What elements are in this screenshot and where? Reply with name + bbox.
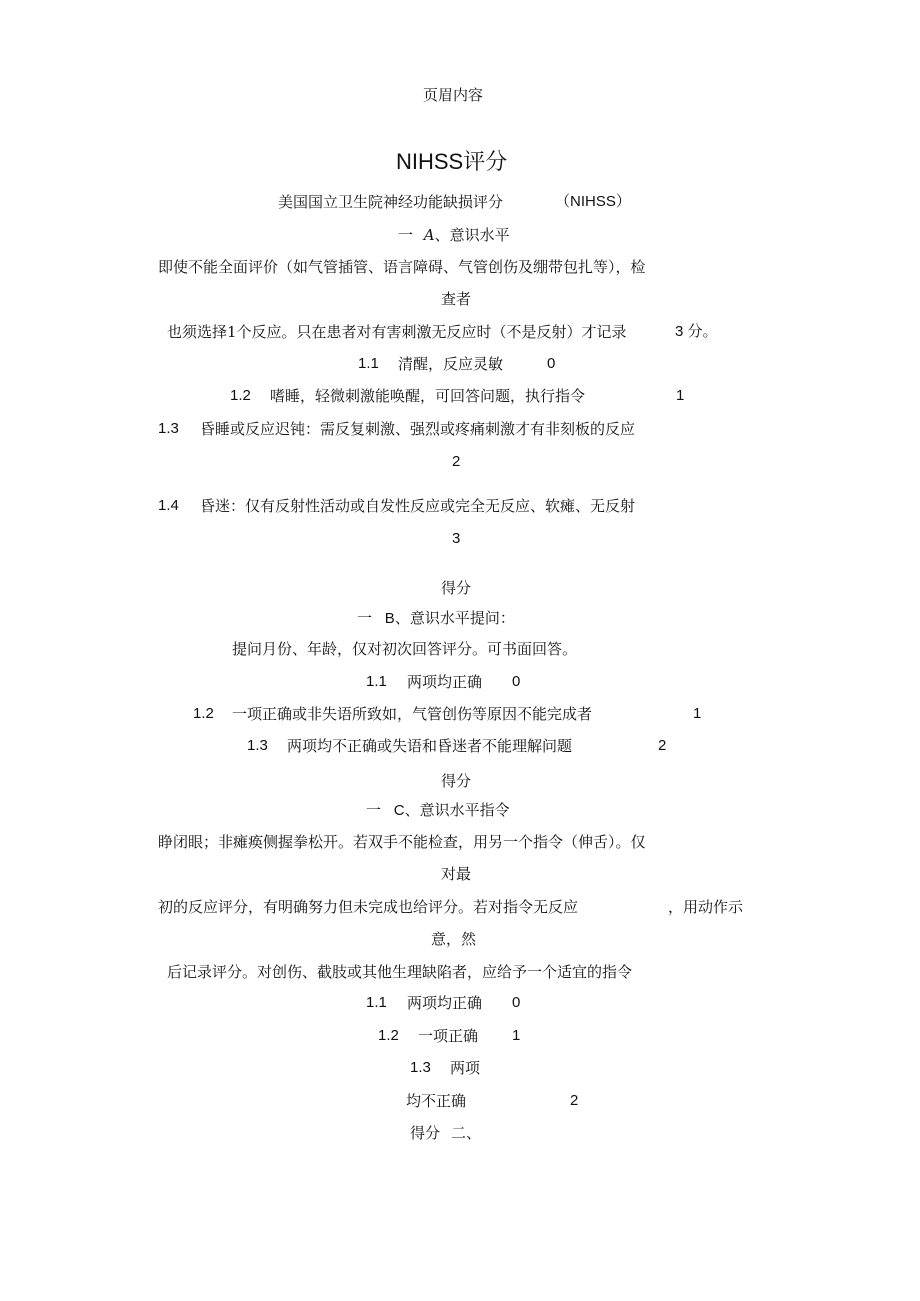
section-b-score-label: 得分 <box>441 772 472 790</box>
subtitle-abbr: （NIHSS） <box>555 193 631 210</box>
page-header: 页眉内容 <box>423 86 484 104</box>
section-c-score-label: 得分 <box>410 1124 441 1142</box>
section-c-intro-3: 后记录评分。对创伤、截肢或其他生理缺陷者，应给予一个适宜的指令 <box>167 963 633 981</box>
a-item-1-num: 1.1 <box>358 355 379 372</box>
section-a-intro-2b: 3 分。 <box>675 323 718 340</box>
section-a-score-label: 得分 <box>441 579 472 597</box>
heading-prefix: 一 <box>357 609 373 627</box>
heading-letter: B <box>384 610 395 627</box>
section-a-intro-1: 即使不能全面评价（如气管插管、语言障碍、气管创伤及绷带包扎等），检 <box>158 258 646 276</box>
c-item-3-num: 1.3 <box>410 1059 431 1076</box>
c-item-2-num: 1.2 <box>378 1027 399 1044</box>
a-item-4-text: 昏迷：仅有反射性活动或自发性反应或完全无反应、软瘫、无反射 <box>200 497 636 515</box>
b-item-2-score: 1 <box>693 705 702 722</box>
section-c-intro-2c: 意，然 <box>431 930 477 948</box>
b-item-3-num: 1.3 <box>247 737 268 754</box>
b-item-3-score: 2 <box>658 737 667 754</box>
c-item-3-score: 2 <box>570 1092 579 1109</box>
heading-text: 、意识水平 <box>434 226 510 244</box>
subtitle: 美国国立卫生院神经功能缺损评分 <box>278 193 504 211</box>
a-item-2-text: 嗜睡，轻微刺激能唤醒，可回答问题，执行指令 <box>270 387 586 405</box>
heading-text: 、意识水平指令 <box>404 801 510 819</box>
a-item-2-num: 1.2 <box>230 387 251 404</box>
c-item-2-text: 一项正确 <box>418 1027 479 1045</box>
b-item-2-text: 一项正确或非失语所致如，气管创伤等原因不能完成者 <box>232 705 593 723</box>
section-c-intro-1: 睁闭眼；非瘫痪侧握拳松开。若双手不能检查，用另一个指令（伸舌）。仅 <box>158 833 646 851</box>
c-item-1-num: 1.1 <box>366 994 387 1011</box>
c-item-3-text: 两项 <box>450 1059 481 1077</box>
heading-letter: A <box>423 226 435 244</box>
section-c-intro-2b: ，用动作示 <box>668 898 744 916</box>
a-item-3-score: 2 <box>452 453 461 470</box>
a-item-1-text: 清醒，反应灵敏 <box>398 355 504 373</box>
document-title: NIHSS评分 <box>396 149 508 174</box>
a-item-4-num: 1.4 <box>158 497 179 514</box>
heading-text: 、意识水平提问： <box>394 609 515 627</box>
c-item-1-score: 0 <box>512 994 521 1011</box>
heading-prefix: 一 <box>366 801 382 819</box>
heading-prefix: 一 <box>398 226 414 244</box>
b-item-1-text: 两项均正确 <box>407 673 483 691</box>
a-item-2-score: 1 <box>676 387 685 404</box>
a-item-1-score: 0 <box>547 355 556 372</box>
b-item-1-score: 0 <box>512 673 521 690</box>
b-item-2-num: 1.2 <box>193 705 214 722</box>
heading-letter: C <box>393 802 405 819</box>
section-c-intro-1b: 对最 <box>441 865 472 883</box>
section-c-heading <box>366 800 510 821</box>
section-a-intro-2: 也须选择1个反应。只在患者对有害刺激无反应时（不是反射）才记录 <box>167 323 627 341</box>
b-item-3-text: 两项均不正确或失语和昏迷者不能理解问题 <box>287 737 573 755</box>
a-item-4-score: 3 <box>452 530 461 547</box>
c-item-3-text-cont: 均不正确 <box>406 1092 467 1110</box>
a-item-3-text: 昏睡或反应迟钝：需反复刺激、强烈或疼痛刺激才有非刻板的反应 <box>200 420 636 438</box>
section-a-intro-1b: 查者 <box>441 290 472 308</box>
a-item-3-num: 1.3 <box>158 420 179 437</box>
c-item-1-text: 两项均正确 <box>407 994 483 1012</box>
c-item-2-score: 1 <box>512 1027 521 1044</box>
section-b-intro: 提问月份、年龄，仅对初次回答评分。可书面回答。 <box>232 640 578 658</box>
section-c-intro-2: 初的反应评分，有明确努力但未完成也给评分。若对指令无反应 <box>158 898 579 916</box>
section-b-heading <box>357 608 515 629</box>
b-item-1-num: 1.1 <box>366 673 387 690</box>
next-section-heading: 二、 <box>451 1124 482 1142</box>
section-a-heading <box>398 225 510 245</box>
